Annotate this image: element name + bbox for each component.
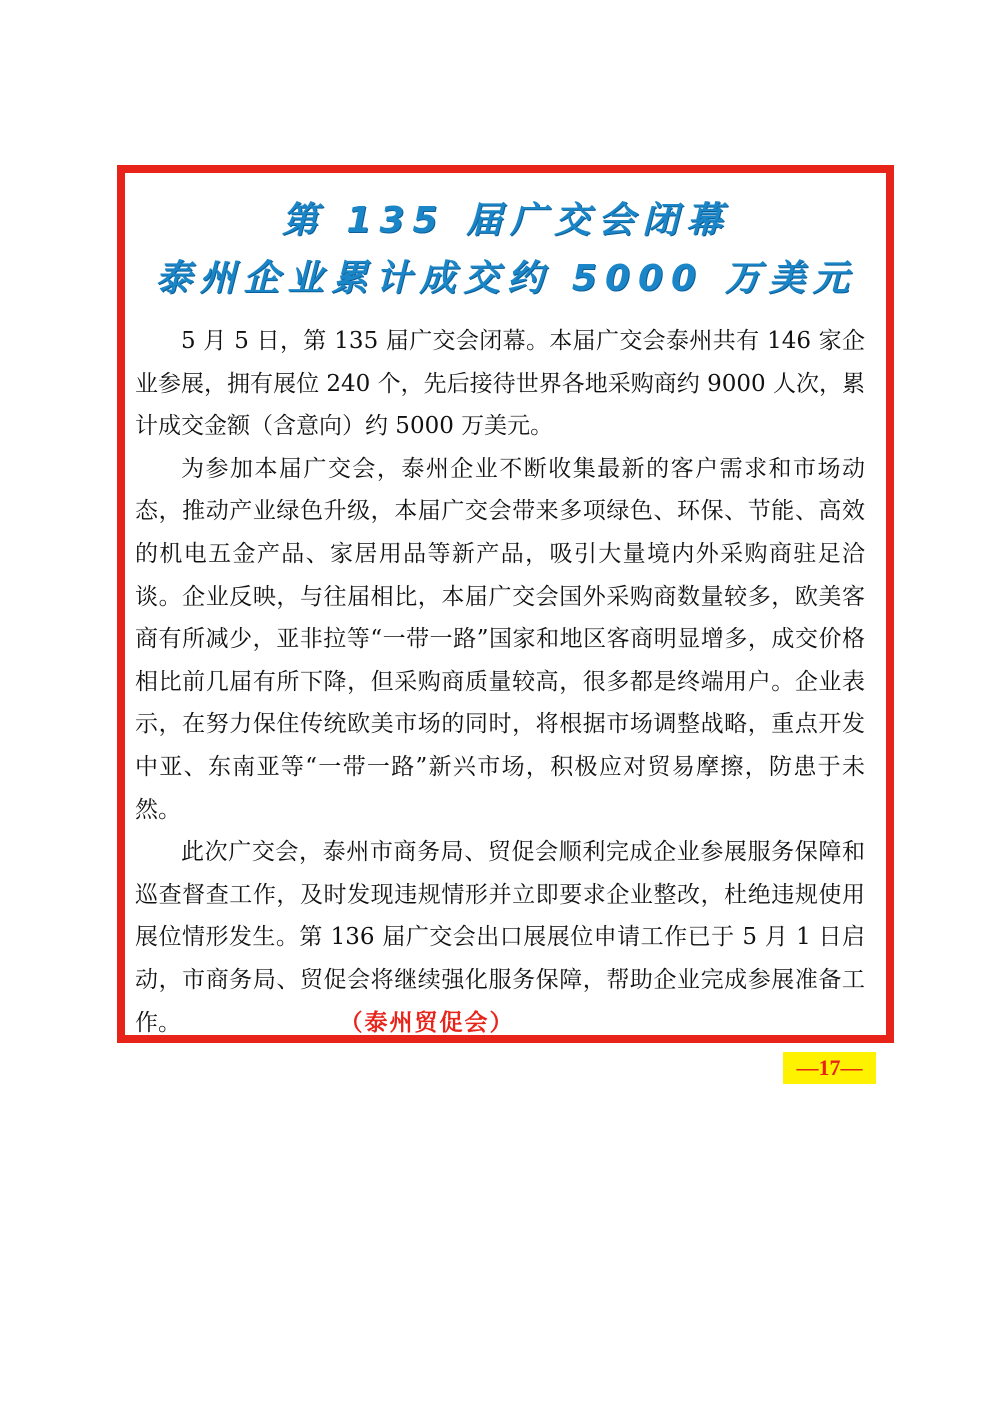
headline-line-1: 第 135 届广交会闭幕 bbox=[281, 200, 731, 241]
paragraph-3 bbox=[135, 831, 865, 1044]
paragraph-3-text: 此次广交会，泰州市商务局、贸促会顺利完成企业参展服务保障和巡查督查工作，及时发现违规情形并立即要求企业整改，杜绝违规使用展位情形发生。第 136 届广交会出口展展位申请工作已于 5 月 1 日启动，市商务局、贸促会将继续强化服务保障，帮助企业完成参展准备工作。 bbox=[135, 839, 865, 1036]
article-body bbox=[135, 320, 865, 1044]
paragraph-1: 5 月 5 日，第 135 届广交会闭幕。本届广交会泰州共有 146 家企业参展，拥有展位 240 个，先后接待世界各地采购商约 9000 人次，累计成交金额（含意向）约 5000 万美元。 bbox=[135, 328, 865, 440]
headline-line-2: 泰州企业累计成交约 5000 万美元 bbox=[155, 258, 857, 299]
paragraph-2: 为参加本届广交会，泰州企业不断收集最新的客户需求和市场动态，推动产业绿色升级，本届广交会带来多项绿色、环保、节能、高效的机电五金产品、家居用品等新产品，吸引大量境内外采购商驻足洽谈。企业反映，与往届相比，本届广交会国外采购商数量较多，欧美客商有所减少，亚非拉等“一带一路”国家和地区客商明显增多，成交价格相比前几届有所下降，但采购商质量较高，很多都是终端用户。企业表示，在努力保住传统欧美市场的同时，将根据市场调整战略，重点开发中亚、东南亚等“一带一路”新兴市场，积极应对贸易摩擦，防患于未然。 bbox=[135, 455, 865, 823]
page-number: —17— bbox=[783, 1052, 876, 1084]
source-attribution: （泰州贸促会） bbox=[351, 1009, 515, 1036]
